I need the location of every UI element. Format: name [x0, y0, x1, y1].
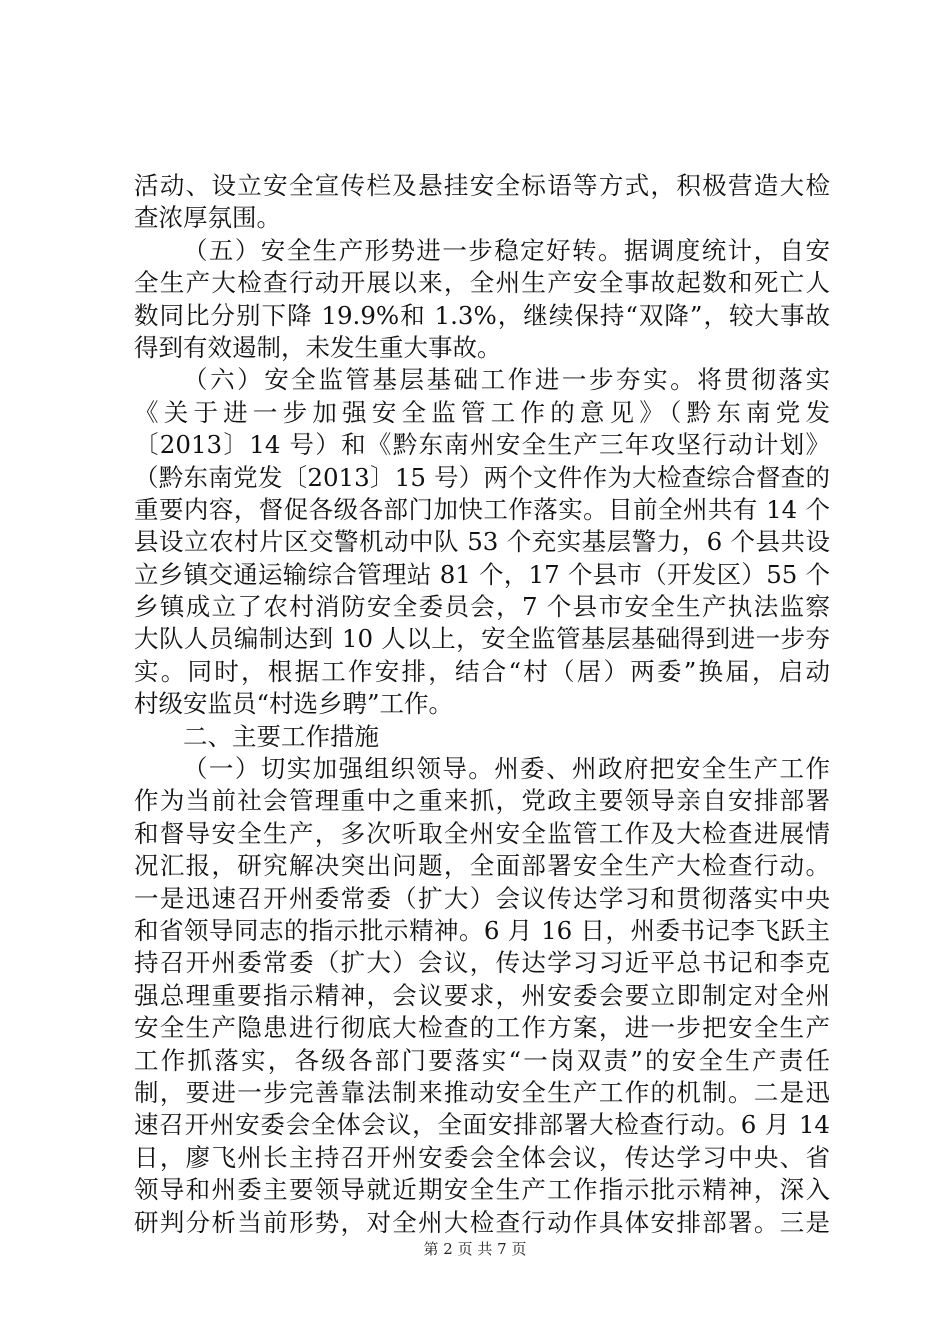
text-line: 重要内容，督促各级各部门加快工作落实。目前全州共有 14 个: [134, 494, 830, 524]
text-line: 乡镇成立了农村消防安全委员会，7 个县市安全生产执法监察: [134, 592, 830, 622]
text-line: 日，廖飞州长主持召开州安委会全体会议，传达学习中央、省: [134, 1142, 830, 1172]
text-line: 〔2013〕14 号）和《黔东南州安全生产三年攻坚行动计划》: [134, 430, 830, 460]
text-line: （黔东南党发〔2013〕15 号）两个文件作为大检查综合督查的: [134, 462, 830, 492]
text-line: 持召开州委常委（扩大）会议，传达学习习近平总书记和李克: [134, 948, 830, 978]
text-line: 二、主要工作措施: [183, 721, 379, 751]
text-line: 查浓厚氛围。: [134, 203, 281, 233]
text-line: 村级安监员“村选乡聘”工作。: [134, 689, 454, 719]
text-line: 强总理重要指示精神，会议要求，州安委会要立即制定对全州: [134, 980, 830, 1010]
text-line: 全生产大检查行动开展以来，全州生产安全事故起数和死亡人: [134, 268, 830, 298]
text-line: 得到有效遏制，未发生重大事故。: [134, 332, 502, 362]
text-line: 《关于进一步加强安全监管工作的意见》（黔东南党发: [134, 397, 830, 427]
text-line: （五）安全生产形势进一步稳定好转。据调度统计，自安: [183, 235, 830, 265]
text-line: 活动、设立安全宣传栏及悬挂安全标语等方式，积极营造大检: [134, 171, 830, 200]
document-body: [134, 170, 830, 1239]
text-line: 一是迅速召开州委常委（扩大）会议传达学习和贯彻落实中央: [134, 883, 830, 913]
text-line: 作为当前社会管理重中之重来抓，党政主要领导亲自安排部署: [134, 786, 830, 816]
text-line: 况汇报，研究解决突出问题，全面部署安全生产大检查行动。: [134, 851, 830, 881]
text-line: （六）安全监管基层基础工作进一步夯实。将贯彻落实: [183, 365, 830, 395]
text-line: 制，要进一步完善靠法制来推动安全生产工作的机制。二是迅: [134, 1077, 830, 1107]
page-footer: 第 2 页 共 7 页: [423, 1240, 527, 1258]
text-line: 和省领导同志的指示批示精神。6 月 16 日，州委书记李飞跃主: [134, 915, 830, 945]
text-line: 工作抓落实，各级各部门要落实“一岗双责”的安全生产责任: [134, 1045, 830, 1075]
text-line: 研判分析当前形势，对全州大检查行动作具体安排部署。三是: [134, 1207, 830, 1237]
text-line: 速召开州安委会全体会议，全面安排部署大检查行动。6 月 14: [134, 1110, 830, 1140]
text-line: 安全生产隐患进行彻底大检查的工作方案，进一步把安全生产: [134, 1013, 830, 1043]
text-line: 大队人员编制达到 10 人以上，安全监管基层基础得到进一步夯: [134, 624, 830, 654]
text-line: （一）切实加强组织领导。州委、州政府把安全生产工作: [183, 754, 830, 784]
text-line: 领导和州委主要领导就近期安全生产工作指示批示精神，深入: [134, 1175, 830, 1205]
text-line: 县设立农村片区交警机动中队 53 个充实基层警力，6 个县共设: [134, 527, 830, 557]
text-line: 数同比分别下降 19.9%和 1.3%，继续保持“双降”，较大事故: [134, 300, 830, 330]
text-line: 和督导安全生产，多次听取全州安全监管工作及大检查进展情: [134, 818, 830, 848]
text-line: 实。同时，根据工作安排，结合“村（居）两委”换届，启动: [134, 656, 830, 686]
text-line: 立乡镇交通运输综合管理站 81 个，17 个县市（开发区）55 个: [134, 559, 830, 589]
